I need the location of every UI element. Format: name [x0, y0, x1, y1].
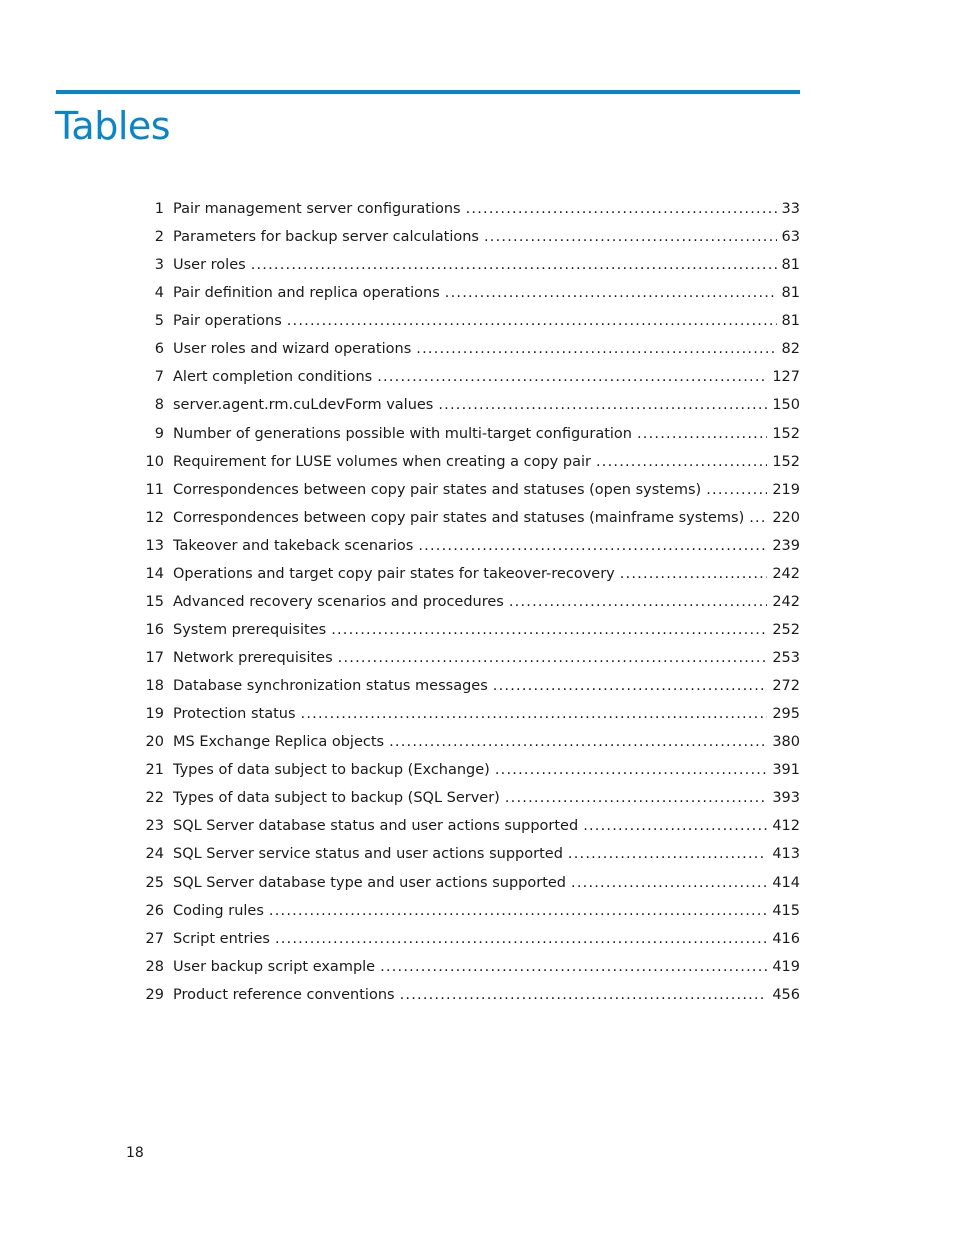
- toc-entry-number: 22: [145, 790, 164, 807]
- dot-leader: [275, 925, 767, 953]
- toc-entry-number: 16: [145, 621, 164, 638]
- toc-entry-number: 9: [154, 425, 164, 442]
- toc-entry[interactable]: [140, 279, 800, 307]
- table-of-tables: [140, 195, 800, 1009]
- toc-entry-title[interactable]: Takeover and takeback scenarios: [173, 537, 414, 554]
- toc-entry-number: 20: [145, 734, 164, 751]
- toc-entry-title[interactable]: SQL Server database type and user actions supported: [173, 874, 567, 891]
- toc-entry-page[interactable]: 81: [781, 313, 800, 330]
- toc-entry-number: 24: [145, 846, 164, 863]
- toc-entry[interactable]: [140, 925, 800, 953]
- dot-leader: [706, 476, 767, 504]
- dot-leader: [484, 223, 777, 251]
- toc-entry-page[interactable]: 412: [772, 818, 800, 835]
- toc-entry[interactable]: [140, 784, 800, 812]
- toc-entry-number: 3: [154, 257, 164, 274]
- dot-leader: [400, 981, 768, 1009]
- dot-leader: [493, 672, 768, 700]
- dot-leader: [301, 700, 768, 728]
- toc-entry-number: 6: [154, 341, 164, 358]
- dot-leader: [596, 448, 767, 476]
- toc-entry-title[interactable]: Number of generations possible with multi-target configuration: [173, 425, 632, 442]
- toc-entry-title[interactable]: Protection status: [173, 706, 296, 723]
- toc-entry[interactable]: [140, 840, 800, 868]
- toc-entry[interactable]: [140, 560, 800, 588]
- page-title: Tables: [55, 104, 171, 148]
- toc-entry-page[interactable]: 127: [772, 369, 800, 386]
- dot-leader: [571, 869, 767, 897]
- toc-entry-number: 26: [145, 902, 164, 919]
- toc-entry-title[interactable]: Advanced recovery scenarios and procedures: [173, 593, 504, 610]
- toc-entry[interactable]: [140, 391, 800, 419]
- toc-entry[interactable]: [140, 700, 800, 728]
- toc-entry-page[interactable]: 242: [772, 593, 800, 610]
- toc-entry-number: 17: [145, 650, 164, 666]
- toc-entry-number: 13: [145, 537, 164, 554]
- toc-entry-title[interactable]: Network prerequisites: [173, 650, 333, 666]
- dot-leader: [251, 251, 777, 279]
- toc-entry[interactable]: [140, 644, 800, 672]
- toc-entry-page[interactable]: 82: [781, 341, 800, 358]
- toc-entry-title[interactable]: Correspondences between copy pair states and statuses (mainframe systems): [173, 509, 745, 526]
- toc-entry-number: 25: [145, 874, 164, 891]
- toc-entry-page[interactable]: 415: [772, 902, 800, 919]
- toc-entry[interactable]: [140, 476, 800, 504]
- toc-entry-page[interactable]: 380: [772, 734, 800, 751]
- toc-entry[interactable]: [140, 363, 800, 391]
- toc-entry[interactable]: [140, 869, 800, 897]
- toc-entry-number: 12: [145, 509, 164, 526]
- toc-entry-title[interactable]: Pair operations: [173, 313, 282, 330]
- toc-entry-title[interactable]: User roles and wizard operations: [173, 341, 412, 358]
- toc-entry-page[interactable]: 253: [772, 650, 800, 666]
- toc-entry-title[interactable]: Pair definition and replica operations: [173, 285, 440, 302]
- dot-leader: [438, 391, 767, 419]
- toc-entry-title[interactable]: Database synchronization status messages: [173, 678, 488, 695]
- dot-leader: [568, 840, 767, 868]
- dot-leader: [416, 335, 776, 363]
- toc-entry-page[interactable]: 81: [781, 285, 800, 302]
- toc-entry-title[interactable]: Product reference conventions: [173, 986, 395, 1003]
- toc-entry[interactable]: [140, 195, 800, 223]
- toc-entry-page[interactable]: 419: [772, 958, 800, 975]
- toc-entry-number: 7: [154, 369, 164, 386]
- toc-entry[interactable]: [140, 981, 800, 1009]
- toc-entry[interactable]: [140, 672, 800, 700]
- toc-entry-title[interactable]: Types of data subject to backup (Exchange): [173, 762, 490, 779]
- dot-leader: [380, 953, 767, 981]
- toc-entry-title[interactable]: Coding rules: [173, 902, 264, 919]
- toc-entry-page[interactable]: 414: [772, 874, 800, 891]
- toc-entry-page[interactable]: 63: [781, 229, 800, 246]
- toc-entry-page[interactable]: 242: [772, 565, 800, 582]
- toc-entry-number: 10: [145, 453, 164, 470]
- dot-leader: [287, 307, 777, 335]
- toc-entry[interactable]: [140, 307, 800, 335]
- dot-leader: [466, 195, 777, 223]
- toc-entry[interactable]: [140, 448, 800, 476]
- toc-entry-number: 19: [145, 706, 164, 723]
- dot-leader: [583, 812, 767, 840]
- toc-entry[interactable]: [140, 504, 800, 532]
- dot-leader: [338, 644, 768, 672]
- page-number: 18: [126, 1145, 144, 1161]
- toc-entry[interactable]: [140, 812, 800, 840]
- toc-entry-page[interactable]: 413: [772, 846, 800, 863]
- toc-entry-number: 18: [145, 678, 164, 695]
- toc-entry[interactable]: [140, 335, 800, 363]
- toc-entry-page[interactable]: 252: [772, 621, 800, 638]
- toc-entry-page[interactable]: 152: [772, 425, 800, 442]
- toc-entry-title[interactable]: SQL Server service status and user actions supported: [173, 846, 563, 863]
- toc-entry-title[interactable]: Parameters for backup server calculations: [173, 229, 479, 246]
- toc-entry-page[interactable]: 152: [772, 453, 800, 470]
- dot-leader: [445, 279, 777, 307]
- header-rule: [56, 90, 800, 94]
- toc-entry[interactable]: [140, 953, 800, 981]
- toc-entry-title[interactable]: System prerequisites: [173, 621, 327, 638]
- toc-entry-number: 1: [154, 201, 164, 217]
- dot-leader: [505, 784, 767, 812]
- toc-entry-number: 5: [154, 313, 164, 330]
- toc-entry-title[interactable]: SQL Server database status and user actions supported: [173, 818, 579, 835]
- toc-entry-number: 23: [145, 818, 164, 835]
- toc-entry-number: 29: [145, 986, 164, 1003]
- dot-leader: [495, 756, 767, 784]
- toc-entry-number: 15: [145, 593, 164, 610]
- toc-entry-title[interactable]: User backup script example: [173, 958, 376, 975]
- toc-entry-title[interactable]: Operations and target copy pair states for takeover-recovery: [173, 565, 615, 582]
- toc-entry-number: 11: [145, 481, 164, 498]
- toc-entry-page[interactable]: 272: [772, 678, 800, 695]
- toc-entry[interactable]: [140, 728, 800, 756]
- dot-leader: [637, 420, 767, 448]
- toc-entry-title[interactable]: server.agent.rm.cuLdevForm values: [173, 397, 434, 414]
- toc-entry-number: 8: [154, 397, 164, 414]
- toc-entry-page[interactable]: 220: [772, 509, 800, 526]
- toc-entry-title[interactable]: MS Exchange Replica objects: [173, 734, 385, 751]
- toc-entry-page[interactable]: 219: [772, 481, 800, 498]
- toc-entry-title[interactable]: Requirement for LUSE volumes when creating a copy pair: [173, 453, 591, 470]
- toc-entry[interactable]: [140, 756, 800, 784]
- dot-leader: [620, 560, 768, 588]
- toc-entry-number: 4: [154, 285, 164, 302]
- dot-leader: [418, 532, 767, 560]
- toc-entry[interactable]: [140, 616, 800, 644]
- toc-entry[interactable]: [140, 588, 800, 616]
- toc-entry-page[interactable]: 391: [772, 762, 800, 779]
- dot-leader: [331, 616, 767, 644]
- toc-entry-title[interactable]: Correspondences between copy pair states and statuses (open systems): [173, 481, 702, 498]
- toc-entry-title[interactable]: Alert completion conditions: [173, 369, 373, 386]
- toc-entry[interactable]: [140, 420, 800, 448]
- toc-entry[interactable]: [140, 251, 800, 279]
- toc-entry-title[interactable]: Pair management server configurations: [173, 201, 461, 217]
- toc-entry-number: 28: [145, 958, 164, 975]
- toc-entry-page[interactable]: 393: [772, 790, 800, 807]
- toc-entry[interactable]: [140, 532, 800, 560]
- toc-entry-number: 14: [145, 565, 164, 582]
- dot-leader: [377, 363, 767, 391]
- toc-entry-page[interactable]: 295: [772, 706, 800, 723]
- toc-entry-page[interactable]: 456: [772, 986, 800, 1003]
- toc-entry-page[interactable]: 81: [781, 257, 800, 274]
- toc-entry-title[interactable]: Script entries: [173, 930, 270, 947]
- toc-entry-page[interactable]: 239: [772, 537, 800, 554]
- dot-leader: [269, 897, 767, 925]
- toc-entry-number: 2: [154, 229, 164, 246]
- dot-leader: [749, 504, 767, 532]
- toc-entry-title[interactable]: Types of data subject to backup (SQL Server): [173, 790, 500, 807]
- toc-entry-page[interactable]: 416: [772, 930, 800, 947]
- toc-entry[interactable]: [140, 897, 800, 925]
- toc-entry[interactable]: [140, 223, 800, 251]
- dot-leader: [509, 588, 767, 616]
- toc-entry-page[interactable]: 33: [781, 201, 800, 217]
- toc-entry-number: 21: [145, 762, 164, 779]
- toc-entry-title[interactable]: User roles: [173, 257, 246, 274]
- dot-leader: [389, 728, 767, 756]
- toc-entry-number: 27: [145, 930, 164, 947]
- toc-entry-page[interactable]: 150: [772, 397, 800, 414]
